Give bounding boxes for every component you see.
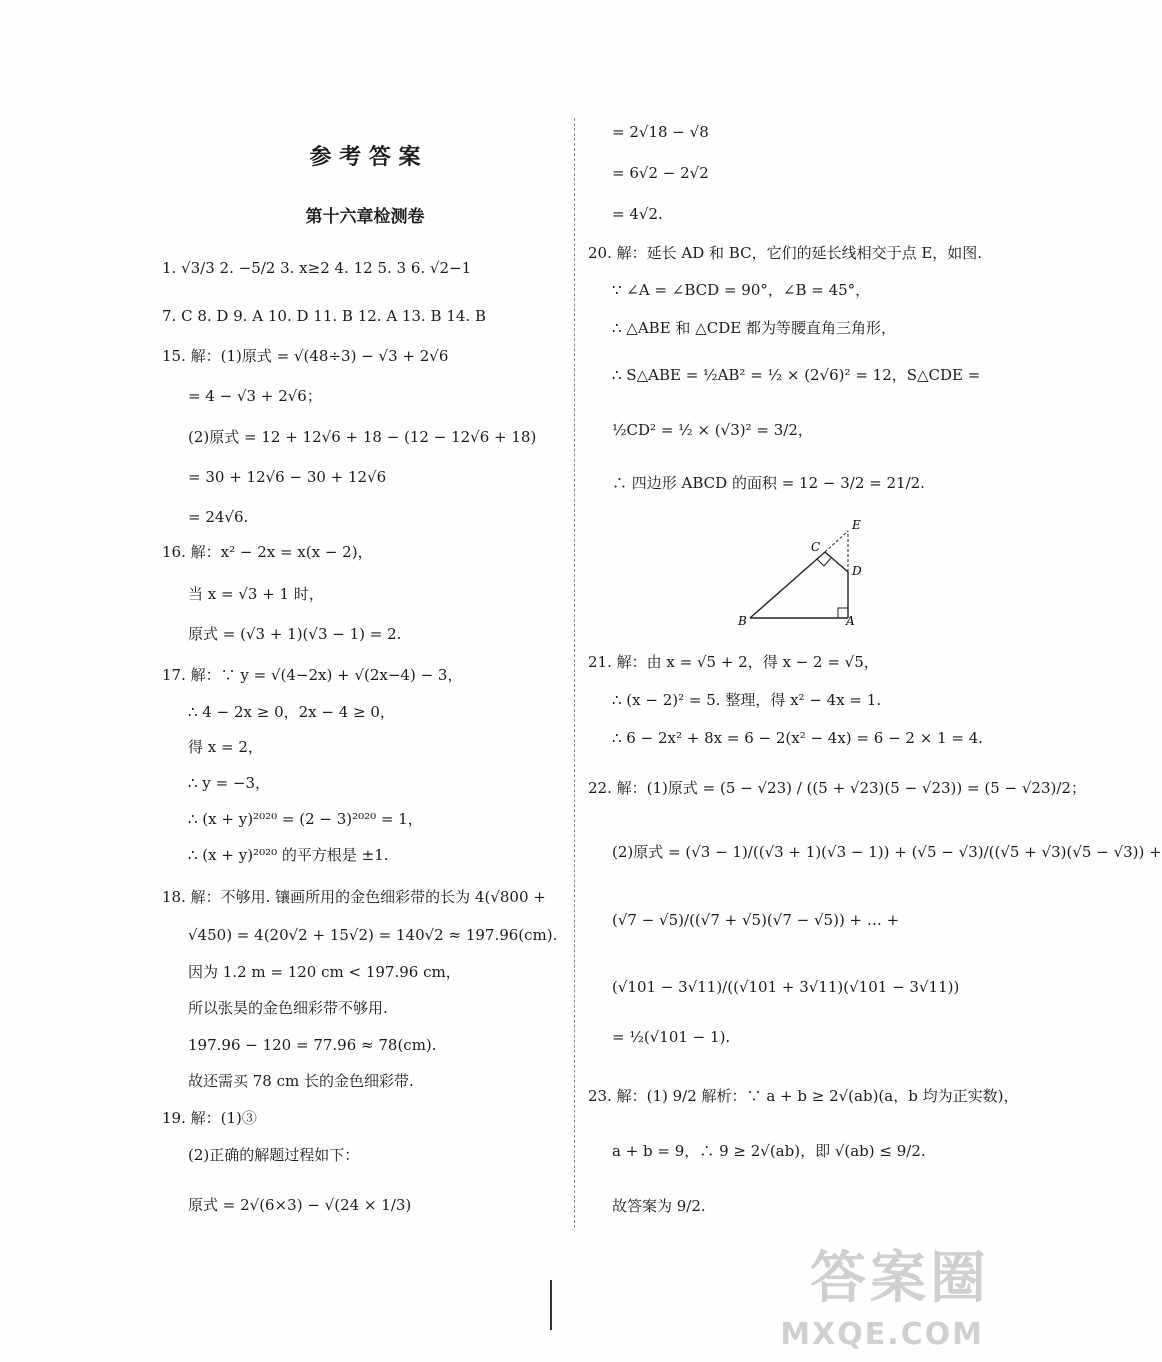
answer-line: a + b = 9，∴ 9 ≥ 2√(ab)，即 √(ab) ≤ 9/2.: [612, 1142, 926, 1160]
answer-line: 故还需买 78 cm 长的金色细彩带.: [188, 1072, 414, 1090]
figure-label-D: D: [852, 564, 862, 578]
figure-label-B: B: [738, 614, 747, 628]
answer-line: ∴ y = −3，: [188, 774, 271, 792]
figure-segment-CD: [825, 552, 848, 572]
answer-line: 所以张昊的金色细彩带不够用.: [188, 999, 388, 1017]
chapter-title: 第十六章检测卷: [305, 207, 425, 227]
answer-line: ∴ (x + y)²⁰²⁰ = (2 − 3)²⁰²⁰ = 1，: [188, 810, 423, 828]
answer-line: ∴ 6 − 2x² + 8x = 6 − 2(x² − 4x) = 6 − 2 × 1 = 4.: [612, 729, 984, 747]
answer-line: 16. 解：x² − 2x = x(x − 2)，: [162, 543, 373, 561]
answer-line: 18. 解：不够用. 镶画所用的金色细彩带的长为 4(√800 +: [162, 888, 546, 906]
figure-label-A: A: [846, 614, 855, 628]
watermark: [752, 1232, 992, 1352]
answer-line: = 2√18 − √8: [612, 123, 709, 141]
answer-line: (2)原式 = (√3 − 1)/((√3 + 1)(√3 − 1)) + (√5 − √3)/((√5 + √3)(√5 − √3)) +: [612, 843, 1162, 861]
answer-line: ∴ (x − 2)² = 5. 整理，得 x² − 4x = 1.: [612, 691, 882, 709]
watermark-url: MXQE.COM: [780, 1317, 984, 1352]
answer-line: 20. 解：延长 AD 和 BC，它们的延长线相交于点 E，如图.: [588, 244, 983, 262]
figure-label-E: E: [852, 518, 861, 532]
figure-segment-BC: [750, 552, 825, 618]
answer-line: 19. 解：(1)③: [162, 1109, 257, 1127]
answer-line: 得 x = 2，: [188, 738, 263, 756]
triangle-figure: [730, 515, 870, 635]
answer-line: = ½(√101 − 1).: [612, 1028, 731, 1046]
answer-line: = 30 + 12√6 − 30 + 12√6: [188, 468, 387, 486]
page-title: 参 考 答 案: [309, 145, 421, 170]
answer-line: ∴ 四边形 ABCD 的面积 = 12 − 3/2 = 21/2.: [612, 474, 925, 492]
answer-line: 15. 解：(1)原式 = √(48÷3) − √3 + 2√6: [162, 347, 449, 365]
answer-line: ∴ S△ABE = ½AB² = ½ × (2√6)² = 12，S△CDE =: [612, 366, 981, 384]
answer-line: 17. 解：∵ y = √(4−2x) + √(2x−4) − 3，: [162, 666, 463, 684]
answer-line: = 6√2 − 2√2: [612, 164, 709, 182]
figure-label-C: C: [811, 540, 821, 554]
answer-line: ½CD² = ½ × (√3)² = 3/2，: [612, 421, 813, 439]
answer-line: 197.96 − 120 = 77.96 ≈ 78(cm).: [188, 1036, 437, 1054]
answer-line: (√101 − 3√11)/((√101 + 3√11)(√101 − 3√11)): [612, 978, 960, 996]
answer-line: ∴ (x + y)²⁰²⁰ 的平方根是 ±1.: [188, 846, 389, 864]
answer-line: ∴ 4 − 2x ≥ 0，2x − 4 ≥ 0，: [188, 703, 395, 721]
answer-line: 7. C 8. D 9. A 10. D 11. B 12. A 13. B 14. B: [162, 307, 486, 325]
answer-line: ∴ △ABE 和 △CDE 都为等腰直角三角形，: [612, 319, 896, 337]
answer-line: (2)正确的解题过程如下：: [188, 1146, 360, 1164]
column-divider: [574, 118, 575, 1228]
answer-line: 当 x = √3 + 1 时，: [188, 585, 324, 603]
scan-mark: [550, 1280, 552, 1330]
answer-line: √450) = 4(20√2 + 15√2) = 140√2 ≈ 197.96(cm).: [188, 926, 558, 944]
answer-line: (2)原式 = 12 + 12√6 + 18 − (12 − 12√6 + 18): [188, 428, 537, 446]
answer-line: 故答案为 9/2.: [612, 1197, 706, 1215]
answer-line: 原式 = (√3 + 1)(√3 − 1) = 2.: [188, 625, 402, 643]
answer-line: 1. √3/3 2. −5/2 3. x≥2 4. 12 5. 3 6. √2−1: [162, 259, 472, 277]
answer-line: = 4√2.: [612, 205, 663, 223]
answer-line: ∵ ∠A = ∠BCD = 90°，∠B = 45°，: [612, 281, 871, 299]
answer-line: 因为 1.2 m = 120 cm < 197.96 cm，: [188, 963, 461, 981]
answer-line: = 4 − √3 + 2√6；: [188, 387, 322, 405]
answer-line: 22. 解：(1)原式 = (5 − √23) / ((5 + √23)(5 − √23)) = (5 − √23)/2；: [588, 779, 1086, 797]
watermark-logo-text: 答案圈: [810, 1246, 990, 1311]
answer-line: 21. 解：由 x = √5 + 2，得 x − 2 = √5，: [588, 653, 879, 671]
answer-line: 原式 = 2√(6×3) − √(24 × 1/3): [188, 1196, 412, 1214]
answer-line: = 24√6.: [188, 508, 249, 526]
answer-line: (√7 − √5)/((√7 + √5)(√7 − √5)) + … +: [612, 911, 900, 929]
right-angle-mark-C: [817, 558, 831, 566]
answer-line: 23. 解：(1) 9/2 解析：∵ a + b ≥ 2√(ab)(a，b 均为正实数)，: [588, 1087, 1019, 1105]
figure-extension-CE: [825, 531, 848, 552]
